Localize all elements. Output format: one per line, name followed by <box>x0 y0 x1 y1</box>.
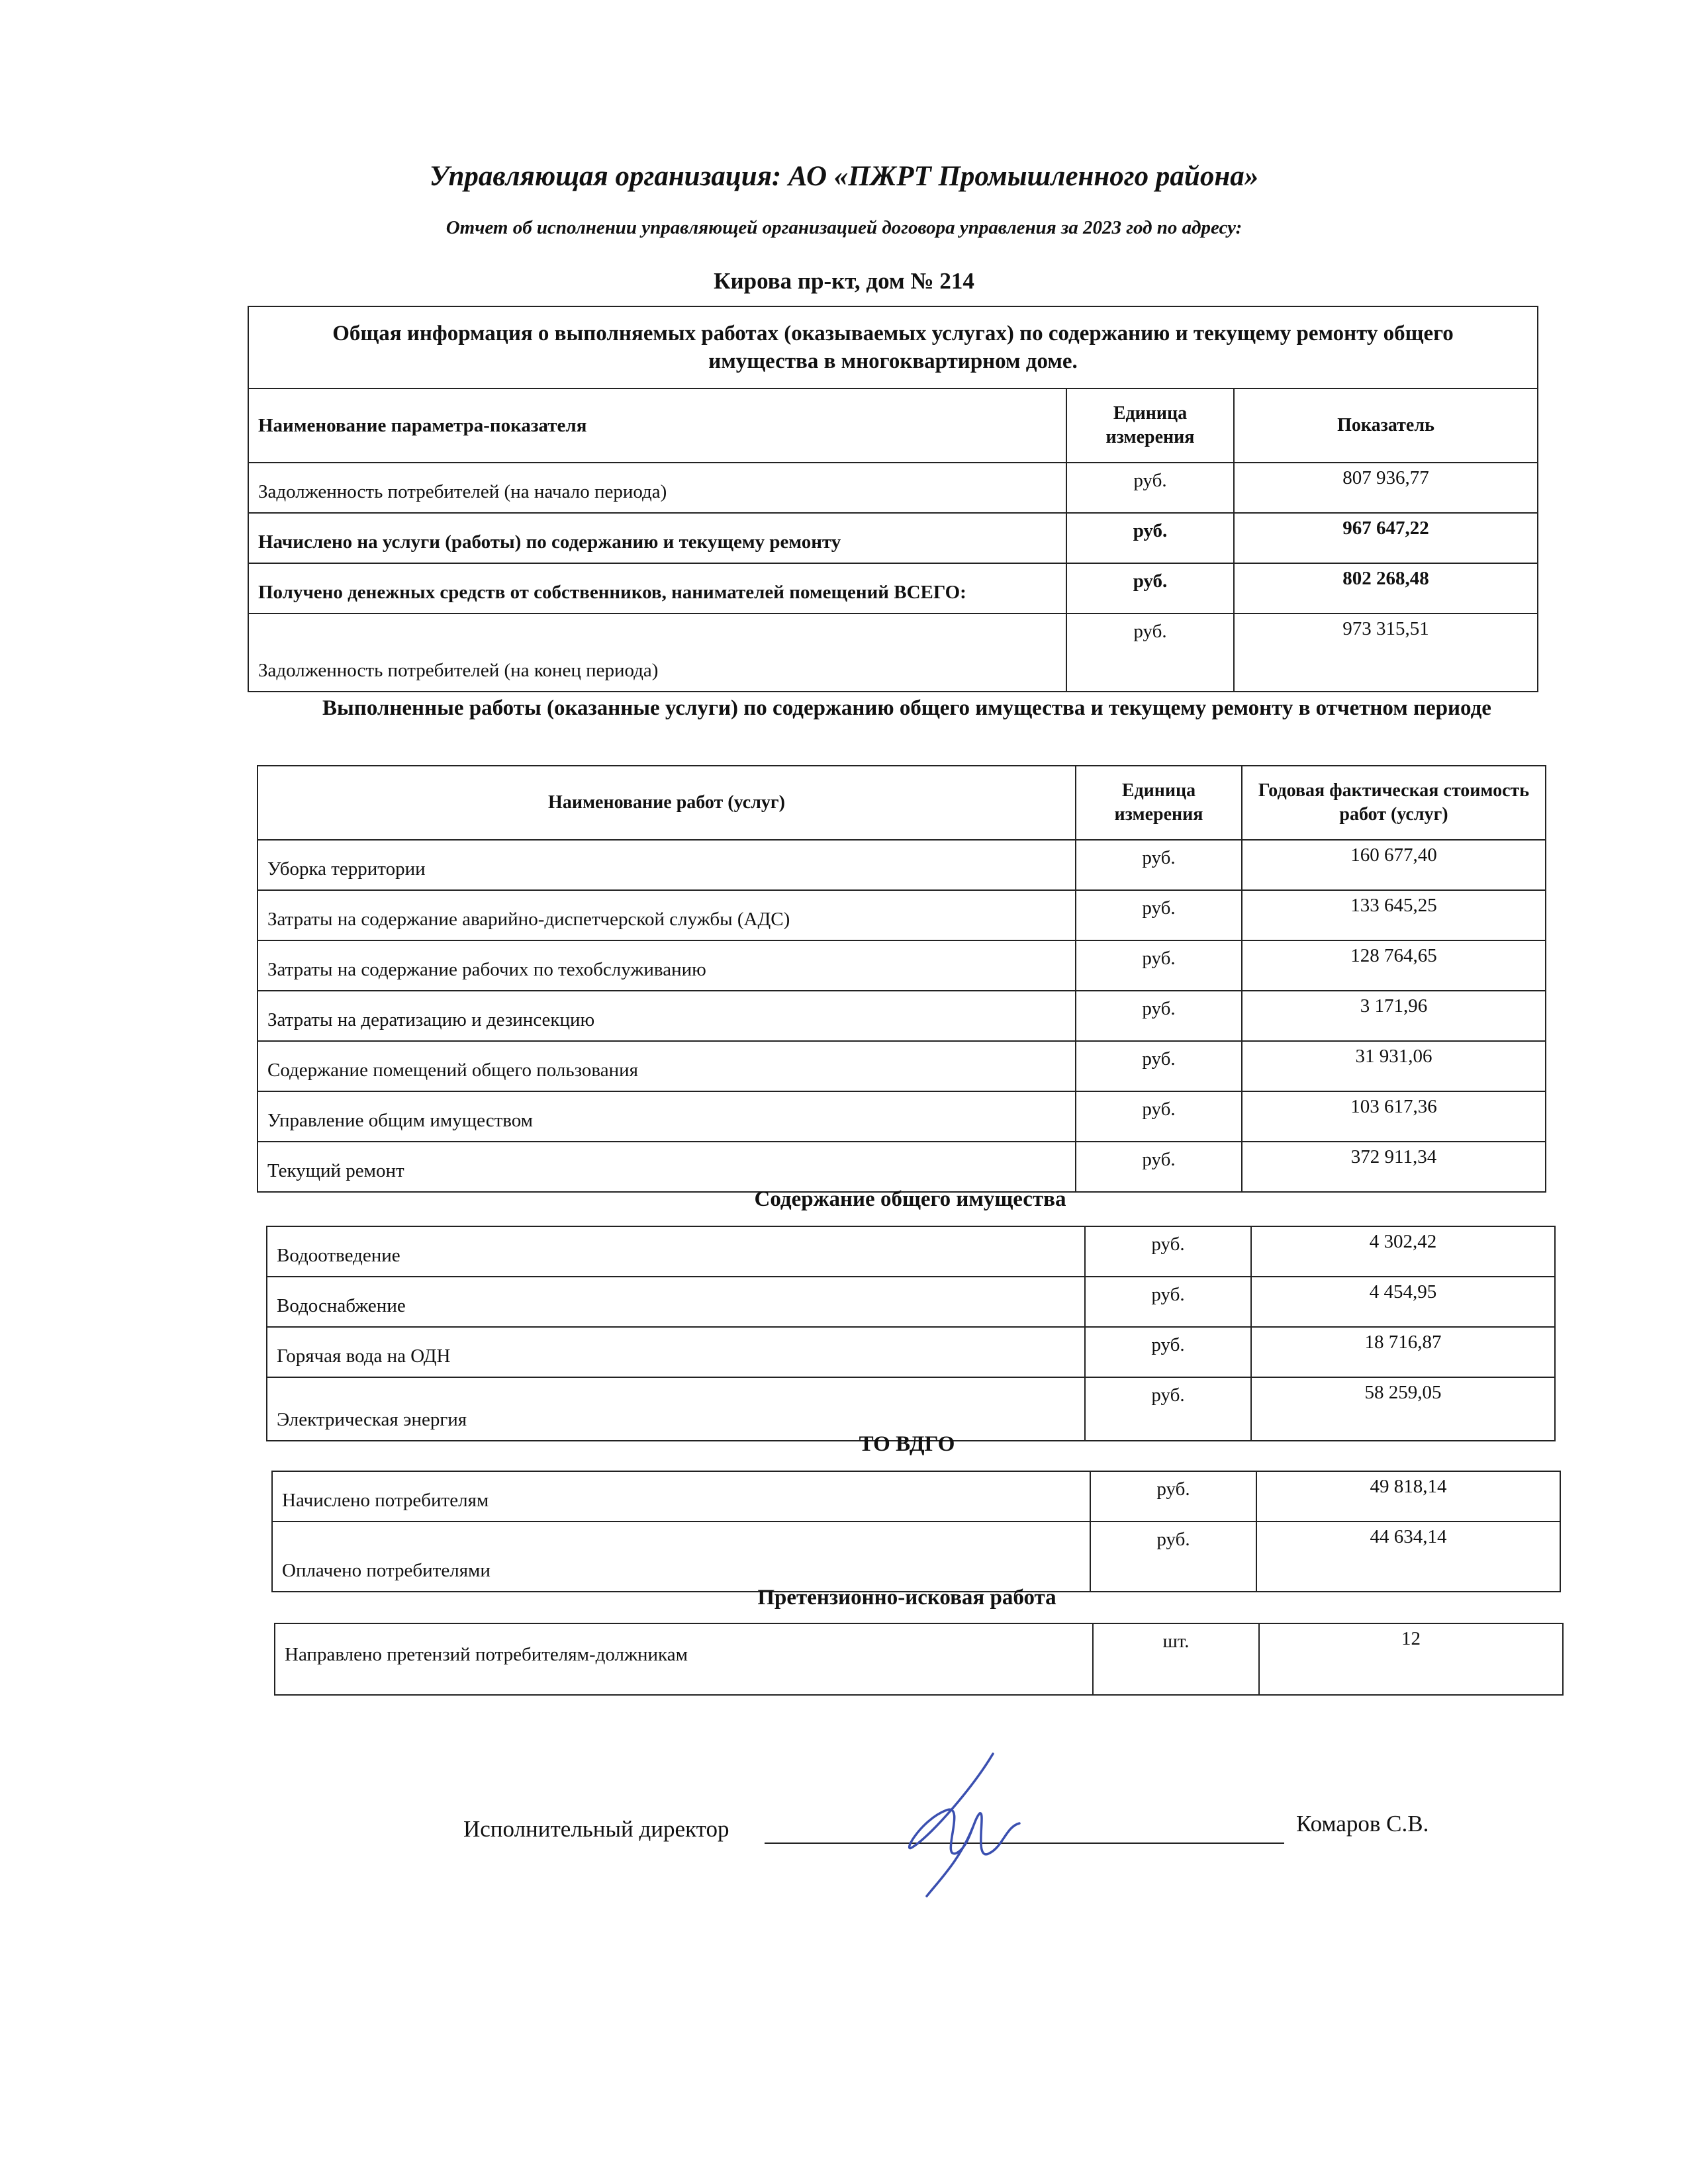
vdgo-table <box>271 1471 1561 1592</box>
table-row <box>258 890 1546 940</box>
row-unit: руб. <box>1076 1142 1242 1192</box>
row-name: Затраты на дератизацию и дезинсекцию <box>258 991 1076 1041</box>
col-header-work-name: Наименование работ (услуг) <box>258 766 1076 840</box>
works-table <box>257 765 1546 1193</box>
row-unit: шт. <box>1093 1623 1259 1695</box>
col-header-parameter: Наименование параметра-показателя <box>248 388 1066 463</box>
row-value: 4 302,42 <box>1251 1226 1555 1277</box>
row-unit: руб. <box>1085 1327 1251 1377</box>
table-row <box>248 614 1538 692</box>
common-property-table <box>266 1226 1556 1441</box>
row-name: Затраты на содержание рабочих по техобслуживанию <box>258 940 1076 991</box>
row-name: Водоотведение <box>267 1226 1085 1277</box>
row-unit: руб. <box>1076 840 1242 890</box>
row-value: 133 645,25 <box>1242 890 1546 940</box>
row-name: Текущий ремонт <box>258 1142 1076 1192</box>
row-name: Горячая вода на ОДН <box>267 1327 1085 1377</box>
table-row <box>258 940 1546 991</box>
table-row <box>267 1327 1555 1377</box>
row-unit: руб. <box>1066 614 1234 692</box>
row-unit: руб. <box>1076 991 1242 1041</box>
table-row <box>258 1041 1546 1091</box>
row-unit: руб. <box>1076 890 1242 940</box>
row-name: Задолженность потребителей (на начало периода) <box>248 463 1066 513</box>
row-value: 160 677,40 <box>1242 840 1546 890</box>
row-unit: руб. <box>1066 463 1234 513</box>
row-value: 802 268,48 <box>1234 563 1538 614</box>
row-value: 12 <box>1259 1623 1563 1695</box>
row-unit: руб. <box>1085 1377 1251 1441</box>
row-value: 128 764,65 <box>1242 940 1546 991</box>
row-value: 4 454,95 <box>1251 1277 1555 1327</box>
row-value: 973 315,51 <box>1234 614 1538 692</box>
row-name: Содержание помещений общего пользования <box>258 1041 1076 1091</box>
signatory-name: Комаров С.В. <box>1296 1811 1429 1837</box>
claims-heading: Претензионно-исковая работа <box>757 1586 1056 1610</box>
row-name: Задолженность потребителей (на конец периода) <box>248 614 1066 692</box>
row-unit: руб. <box>1076 1091 1242 1142</box>
address-title: Кирова пр-кт, дом № 214 <box>714 268 974 294</box>
row-value: 31 931,06 <box>1242 1041 1546 1091</box>
row-unit: руб. <box>1066 563 1234 614</box>
general-info-table <box>248 306 1538 692</box>
table-row <box>275 1623 1563 1695</box>
row-name: Начислено на услуги (работы) по содержанию и текущему ремонту <box>248 513 1066 563</box>
col-header-annual-cost: Годовая фактическая стоимость работ (услуг) <box>1242 766 1546 840</box>
general-info-caption: Общая информация о выполняемых работах (оказываемых услугах) по содержанию и текущему ремонту общего имущества в многоквартирном доме. <box>248 306 1538 388</box>
table-row <box>258 1091 1546 1142</box>
row-value: 372 911,34 <box>1242 1142 1546 1192</box>
row-unit: руб. <box>1076 1041 1242 1091</box>
row-name: Электрическая энергия <box>267 1377 1085 1441</box>
row-name: Водоснабжение <box>267 1277 1085 1327</box>
table-row <box>258 840 1546 890</box>
signature-block <box>463 1787 1456 1886</box>
common-property-heading: Содержание общего имущества <box>754 1187 1066 1211</box>
row-value: 807 936,77 <box>1234 463 1538 513</box>
handwritten-signature <box>894 1747 1053 1899</box>
row-value: 3 171,96 <box>1242 991 1546 1041</box>
table-row <box>248 463 1538 513</box>
claims-table <box>274 1623 1564 1696</box>
table-row <box>248 513 1538 563</box>
row-value: 967 647,22 <box>1234 513 1538 563</box>
table-row <box>258 991 1546 1041</box>
row-value: 44 634,14 <box>1256 1522 1560 1592</box>
table-row <box>267 1226 1555 1277</box>
row-name: Уборка территории <box>258 840 1076 890</box>
col-header-value: Показатель <box>1234 388 1538 463</box>
row-value: 18 716,87 <box>1251 1327 1555 1377</box>
row-name: Направлено претензий потребителям-должникам <box>275 1623 1093 1695</box>
row-unit: руб. <box>1085 1226 1251 1277</box>
row-name: Управление общим имуществом <box>258 1091 1076 1142</box>
table-row <box>272 1471 1560 1522</box>
row-name: Затраты на содержание аварийно-диспетчерской службы (АДС) <box>258 890 1076 940</box>
report-subtitle: Отчет об исполнении управляющей организацией договора управления за 2023 год по адресу: <box>445 217 1243 238</box>
row-value: 58 259,05 <box>1251 1377 1555 1441</box>
row-name: Получено денежных средств от собственников, нанимателей помещений ВСЕГО: <box>248 563 1066 614</box>
vdgo-heading: ТО ВДГО <box>859 1432 955 1456</box>
row-name: Оплачено потребителями <box>272 1522 1090 1592</box>
row-unit: руб. <box>1090 1522 1256 1592</box>
table-row <box>248 563 1538 614</box>
row-value: 103 617,36 <box>1242 1091 1546 1142</box>
col-header-unit: Единица измерения <box>1076 766 1242 840</box>
table-row <box>267 1277 1555 1327</box>
table-row <box>272 1522 1560 1592</box>
col-header-unit: Единица измерения <box>1066 388 1234 463</box>
signatory-title: Исполнительный директор <box>463 1816 729 1842</box>
row-unit: руб. <box>1076 940 1242 991</box>
row-name: Начислено потребителям <box>272 1471 1090 1522</box>
works-heading: Выполненные работы (оказанные услуги) по содержанию общего имущества и текущему ремонту в отчетном периоде <box>322 696 1491 720</box>
row-unit: руб. <box>1085 1277 1251 1327</box>
row-unit: руб. <box>1090 1471 1256 1522</box>
row-unit: руб. <box>1066 513 1234 563</box>
row-value: 49 818,14 <box>1256 1471 1560 1522</box>
org-title: Управляющая организация: АО «ПЖРТ Промышленного района» <box>429 161 1259 192</box>
